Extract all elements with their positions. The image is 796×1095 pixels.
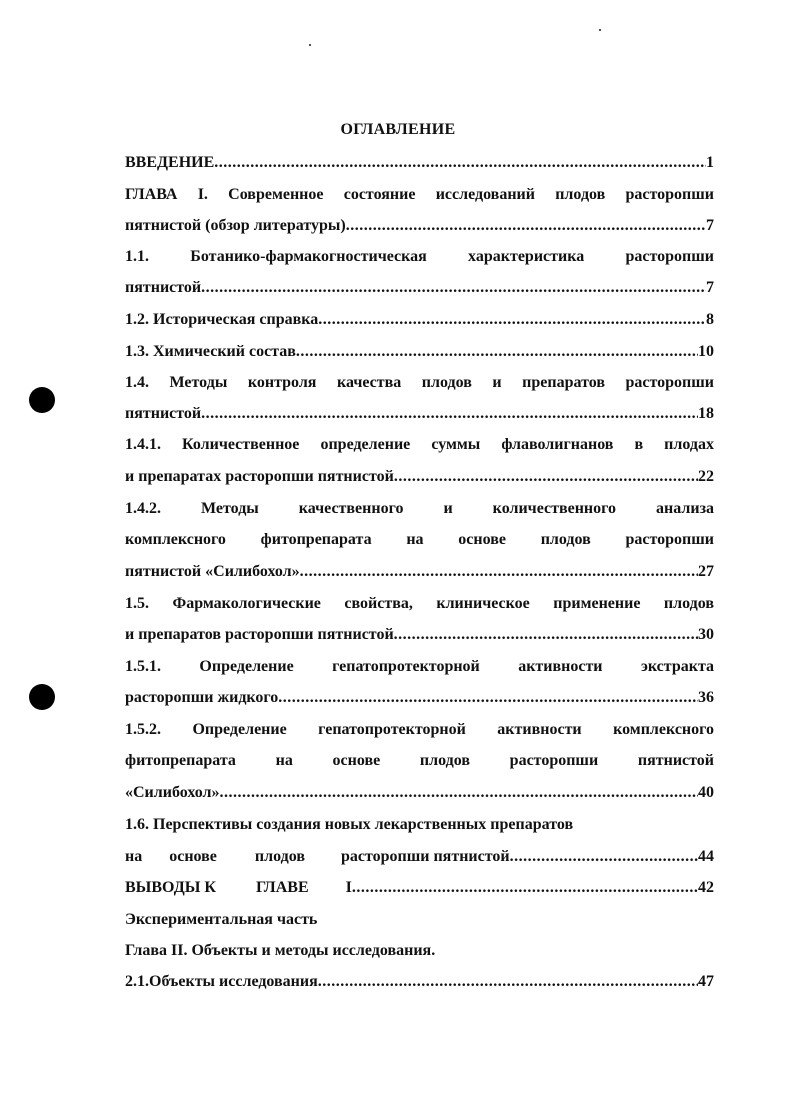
- toc-entry-1-4-2-cont[interactable]: комплексного фитопрепарата на основе плодов расторопши: [125, 531, 714, 548]
- toc-entry-1-4-cont[interactable]: пятнистой ..... 18: [125, 403, 714, 425]
- page-number: 8: [706, 311, 714, 328]
- toc-entry-chapter2[interactable]: Глава II. Объекты и методы исследования.: [125, 942, 436, 959]
- toc-entry-chapter1[interactable]: ГЛАВА I. Современное состояние исследований плодов расторопши: [125, 186, 714, 203]
- page-number: 10: [698, 343, 714, 360]
- toc-entry-1-4[interactable]: 1.4. Методы контроля качества плодов и препаратов расторопши: [125, 374, 714, 391]
- page-number: 44: [698, 848, 714, 865]
- toc-entry-1-6-cont[interactable]: на основе плодов расторопши пятнистой ..... 44: [125, 846, 714, 868]
- toc-entry-1-5[interactable]: 1.5. Фармакологические свойства, клиническое применение плодов: [125, 595, 714, 612]
- toc-entry-1-4-2[interactable]: 1.4.2. Методы качественного и количественного анализа: [125, 500, 714, 517]
- toc-entry-1-5-2-cont2[interactable]: «Силибохол» ..... 40: [125, 782, 714, 804]
- page-number: 36: [698, 689, 714, 706]
- scan-speck: [599, 29, 601, 31]
- toc-entry-1-5-cont[interactable]: и препаратов расторопши пятнистой ..... 30: [125, 624, 714, 646]
- toc-entry-1-3[interactable]: 1.3. Химический состав ..... 10: [125, 341, 714, 363]
- page-number: 27: [698, 563, 714, 580]
- toc-entry-1-6[interactable]: 1.6. Перспективы создания новых лекарственных препаратов: [125, 816, 574, 833]
- page-title: ОГЛАВЛЕНИЕ: [340, 121, 456, 138]
- page-number: 7: [706, 279, 714, 296]
- toc-entry-chapter1-cont[interactable]: пятнистой (обзор литературы) ..... 7: [125, 215, 714, 237]
- toc-entry-1-5-1-cont[interactable]: расторопши жидкого ..... 36: [125, 687, 714, 709]
- toc-entry-1-1-cont[interactable]: пятнистой ..... 7: [125, 277, 714, 299]
- toc-entry-1-4-1[interactable]: 1.4.1. Количественное определение суммы флаволигнанов в плодах: [125, 436, 714, 453]
- binder-hole-top: [29, 387, 55, 413]
- toc-entry-conclusions[interactable]: ВЫВОДЫ К ГЛАВЕ I ..... 42: [125, 877, 714, 899]
- toc-entry-1-2[interactable]: 1.2. Историческая справка ..... 8: [125, 309, 714, 331]
- toc-entry-1-5-2[interactable]: 1.5.2. Определение гепатопротекторной активности комплексного: [125, 721, 714, 738]
- page-number: 40: [698, 784, 714, 801]
- toc-entry-intro[interactable]: ВВЕДЕНИЕ ..... 1: [125, 152, 714, 174]
- page-number: 47: [698, 973, 714, 990]
- page-number: 30: [698, 626, 714, 643]
- binder-hole-bottom: [29, 684, 55, 710]
- page-number: 7: [706, 217, 714, 234]
- toc-entry-2-1[interactable]: 2.1.Объекты исследования ..... 47: [125, 971, 714, 993]
- page-number: 22: [698, 468, 714, 485]
- page-number: 18: [698, 405, 714, 422]
- toc-entry-experimental[interactable]: Экспериментальная часть: [125, 911, 318, 928]
- scan-speck: [309, 44, 311, 46]
- page-number: 1: [706, 154, 714, 171]
- toc-entry-1-1[interactable]: 1.1. Ботанико-фармакогностическая характеристика расторопши: [125, 248, 714, 265]
- toc-entry-1-4-2-cont2[interactable]: пятнистой «Силибохол» ..... 27: [125, 561, 714, 583]
- page-number: 42: [698, 879, 714, 896]
- toc-entry-1-4-1-cont[interactable]: и препаратах расторопши пятнистой ..... 22: [125, 466, 714, 488]
- toc-entry-1-5-2-cont[interactable]: фитопрепарата на основе плодов расторопши пятнистой: [125, 752, 714, 769]
- toc-entry-1-5-1[interactable]: 1.5.1. Определение гепатопротекторной активности экстракта: [125, 658, 714, 675]
